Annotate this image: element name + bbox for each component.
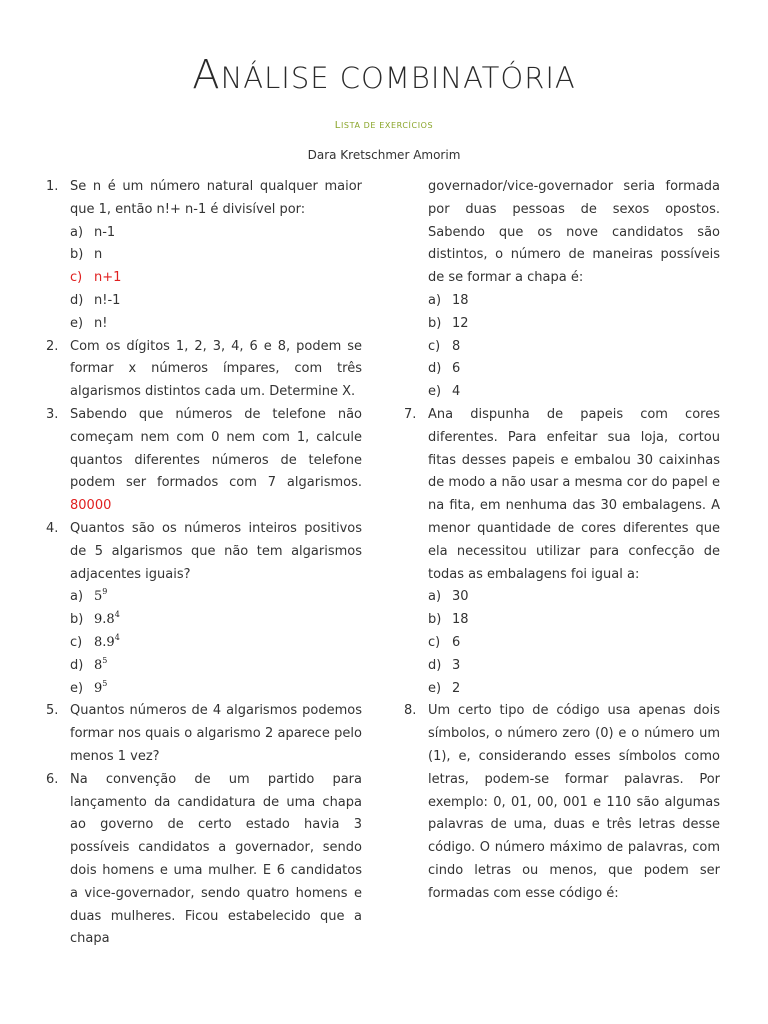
question-text: Se n é um número natural qualquer maior que 1, então n!+ n-1 é divisível por: bbox=[70, 179, 362, 217]
question-text: Quantos são os números inteiros positivos de 5 algarismos que não tem algarismos adjacentes iguais? bbox=[70, 520, 362, 582]
right-column bbox=[404, 176, 720, 906]
option: a) 18 bbox=[428, 292, 469, 308]
page-title bbox=[0, 52, 768, 98]
option: c) 8 bbox=[428, 338, 461, 354]
option: c) 6 bbox=[428, 634, 461, 650]
question-6-continuation: governador/vice-governador seria formada por duas pessoas de sexos opostos. Sabendo que os nove candidatos são distintos, o número de maneiras possíveis de se formar a chapa é: bbox=[428, 179, 720, 286]
option: a) n-1 bbox=[70, 224, 116, 240]
title-initial: A bbox=[192, 52, 221, 98]
question-text: Um certo tipo de código usa apenas dois símbolos, o número zero (0) e o número um (1), e, considerando esses símbolos como letras, podem-se formar palavras. Por exemplo: 0, 01, 00, 001 e 110 são algumas palavras de uma, duas e três letras desse código. O número máximo de palavras, com cindo letras ou menos, que podem ser formadas com esse código é: bbox=[428, 703, 720, 901]
question-7 bbox=[404, 404, 720, 586]
question-8 bbox=[404, 700, 720, 905]
option: b) 12 bbox=[428, 315, 469, 331]
question-text: Ana dispunha de papeis com cores diferentes. Para enfeitar sua loja, cortou fitas desses papeis e embalou 30 caixinhas de modo a não usar a mesma cor do papel e na fita, em nenhuma das 30 embalagens. A menor quantidade de cores diferentes que ela necessitou utilizar para confecção de todas as embalagens foi igual a: bbox=[428, 406, 720, 582]
option: d) n!-1 bbox=[70, 292, 121, 308]
question-text: Na convenção de um partido para lançamento da candidatura de uma chapa ao governo de certo estado havia 3 possíveis candidatos a governador, sendo dois homens e uma mulher. E 6 candidatos a vice-governador, sendo quatro homens e duas mulheres. Ficou estabelecido que a chapa bbox=[70, 771, 362, 947]
option: b) n bbox=[70, 247, 103, 263]
question-number: 2. bbox=[46, 338, 59, 354]
option: d) 3 bbox=[428, 657, 461, 673]
question-text: Quantos números de 4 algarismos podemos formar nos quais o algarismo 2 aparece pelo menos 1 vez? bbox=[70, 703, 362, 764]
question-number: 3. bbox=[46, 406, 59, 422]
question-2 bbox=[46, 336, 362, 404]
left-column bbox=[46, 176, 362, 951]
subtitle-rest: ISTA DE EXERCÍCIOS bbox=[340, 121, 434, 130]
option: e) 4 bbox=[428, 384, 461, 400]
option: c) $8.9^4$ bbox=[70, 632, 120, 650]
question-number: 5. bbox=[46, 703, 59, 719]
question-3 bbox=[46, 404, 362, 518]
question-number: 8. bbox=[404, 703, 417, 719]
subtitle bbox=[0, 120, 768, 131]
question-number: 4. bbox=[46, 520, 59, 536]
question-6 bbox=[46, 769, 362, 951]
option: d) $8^5$ bbox=[70, 655, 108, 673]
question-5 bbox=[46, 700, 362, 768]
question-number: 1. bbox=[46, 179, 59, 194]
option: d) 6 bbox=[428, 361, 461, 377]
option: a) $5^9$ bbox=[70, 587, 108, 605]
answer: 80000 bbox=[70, 498, 112, 514]
option: a) 30 bbox=[428, 589, 469, 605]
option: e) 2 bbox=[428, 680, 461, 696]
option: b) 18 bbox=[428, 612, 469, 628]
question-number: 7. bbox=[404, 406, 417, 422]
option-correct: c) n+1 bbox=[70, 270, 122, 286]
question-text: Sabendo que números de telefone não começam nem com 0 nem com 1, calcule quantos diferentes números de telefone podem ser formados com 7 algarismos. 80000 bbox=[70, 406, 362, 514]
question-1 bbox=[46, 176, 362, 222]
option: e) n! bbox=[70, 315, 108, 331]
option: e) $9^5$ bbox=[70, 678, 108, 696]
option: b) $9.8^4$ bbox=[70, 610, 120, 628]
title-rest: NÁLISE COMBINATÓRIA bbox=[220, 61, 576, 95]
subtitle-initial: L bbox=[334, 120, 341, 131]
author: Dara Kretschmer Amorim bbox=[307, 148, 461, 162]
question-text: Com os dígitos 1, 2, 3, 4, 6 e 8, podem se formar x números ímpares, com três algarismos distintos cada um. Determine X. bbox=[70, 338, 362, 400]
question-4 bbox=[46, 518, 362, 586]
question-number: 6. bbox=[46, 771, 59, 787]
